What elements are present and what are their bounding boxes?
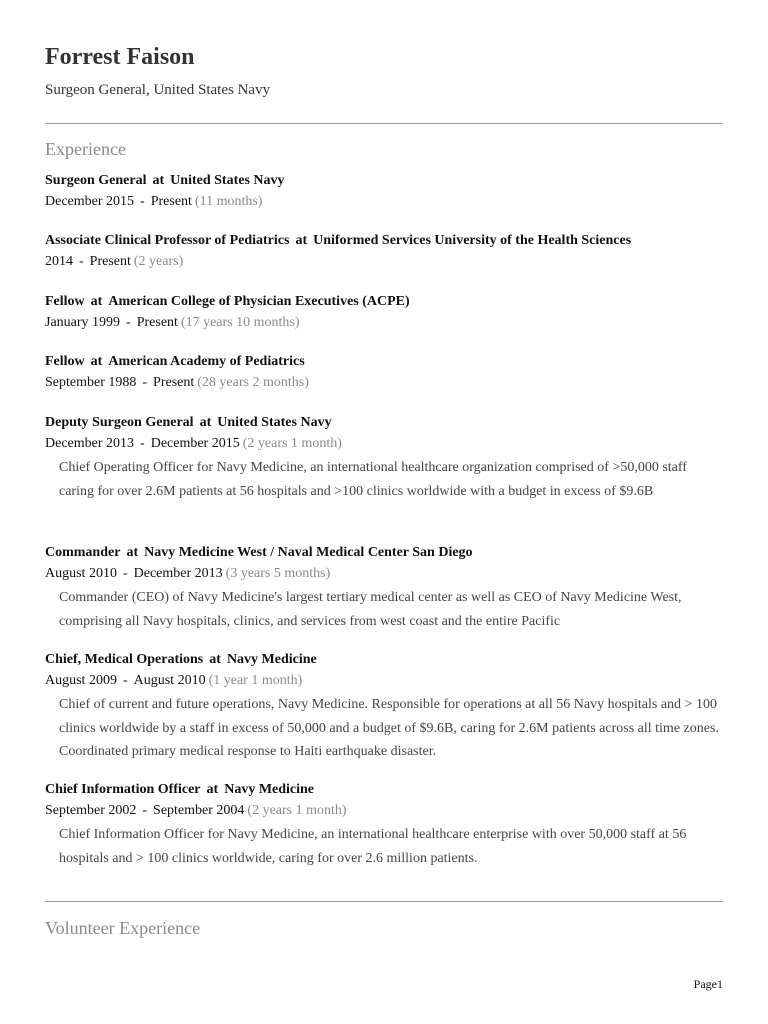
at-word: at (206, 782, 219, 797)
at-word: at (295, 233, 308, 248)
at-word: at (199, 415, 212, 430)
volunteer-section-title: Volunteer Experience (45, 918, 201, 938)
start-date: September 1988 (45, 375, 137, 390)
at-word: at (90, 294, 103, 309)
company-name: Navy Medicine (226, 652, 317, 667)
end-date: December 2013 (133, 566, 223, 581)
entry-title-line (45, 171, 723, 191)
company-name: American College of Physician Executives (ACPE) (108, 294, 410, 309)
end-date: August 2010 (133, 673, 206, 688)
experience-entry (45, 292, 723, 333)
entry-dates (45, 312, 723, 333)
at-word: at (90, 354, 103, 369)
divider (45, 901, 723, 902)
start-date: August 2009 (45, 673, 117, 688)
date-separator: - (140, 194, 145, 209)
job-title: Fellow (45, 294, 85, 309)
at-word: at (209, 652, 221, 667)
company-name: Navy Medicine West / Naval Medical Center San Diego (144, 545, 473, 560)
end-date: Present (89, 254, 131, 269)
experience-entry (45, 543, 723, 633)
duration: (2 years) (133, 254, 184, 269)
job-title: Fellow (45, 354, 85, 369)
start-date: January 1999 (45, 315, 121, 330)
date-separator: - (142, 375, 148, 390)
entry-dates (45, 800, 723, 821)
start-date: December 2015 (45, 194, 135, 209)
entry-description: Chief of current and future operations, Navy Medicine. Responsible for operations at all 56 Navy hospitals and > 100 clinics worldwide by a staff in excess of 50,000 and a budget of $9.6B, caring for 2.6M patients across all time zones. Coordinated primary medical response to Haiti earthquake disaster. (59, 697, 719, 759)
date-separator: - (79, 254, 84, 269)
company-name: United States Navy (170, 173, 285, 188)
entry-dates (45, 191, 723, 212)
experience-entry (45, 231, 723, 272)
job-title: Deputy Surgeon General (45, 415, 194, 430)
end-date: Present (150, 194, 192, 209)
divider (45, 123, 723, 124)
entry-dates (45, 251, 723, 272)
entry-title-line (45, 292, 723, 312)
job-title: Associate Clinical Professor of Pediatrics (45, 233, 290, 248)
entry-title-line (45, 231, 723, 251)
date-separator: - (126, 315, 131, 330)
experience-entry (45, 171, 723, 212)
entry-title-line (45, 650, 723, 670)
at-word: at (152, 173, 165, 188)
end-date: December 2015 (150, 436, 240, 451)
start-date: September 2002 (45, 803, 137, 818)
date-separator: - (122, 673, 128, 688)
entry-dates (45, 372, 723, 393)
end-date: Present (153, 375, 195, 390)
experience-section-title: Experience (45, 139, 126, 159)
job-title: Chief Information Officer (45, 782, 201, 797)
duration: (1 year 1 month) (208, 673, 303, 688)
company-name: United States Navy (217, 415, 332, 430)
experience-entry (45, 780, 723, 870)
company-name: Uniformed Services University of the Health Sciences (313, 233, 632, 248)
entry-title-line (45, 780, 723, 800)
entry-title-line (45, 413, 723, 433)
duration: (11 months) (194, 194, 263, 209)
experience-entry (45, 352, 723, 393)
entry-description: Chief Information Officer for Navy Medicine, an international healthcare enterprise with over 50,000 staff at 56 hospitals and > 100 clinics worldwide, caring for over 2.6 million patients. (59, 827, 687, 866)
page-number: Page1 (693, 977, 723, 991)
date-separator: - (122, 566, 128, 581)
start-date: December 2013 (45, 436, 135, 451)
at-word: at (126, 545, 139, 560)
duration: (3 years 5 months) (225, 566, 331, 581)
duration: (17 years 10 months) (180, 315, 300, 330)
duration: (2 years 1 month) (242, 436, 342, 451)
end-date: September 2004 (153, 803, 245, 818)
profile-name: Forrest Faison (45, 44, 195, 70)
experience-entry (45, 650, 723, 764)
start-date: August 2010 (45, 566, 117, 581)
profile-headline: Surgeon General, United States Navy (45, 82, 271, 98)
entry-dates (45, 670, 723, 691)
entry-dates (45, 433, 723, 454)
job-title: Commander (45, 545, 121, 560)
entry-description: Chief Operating Officer for Navy Medicine, an international healthcare organization comprised of >50,000 staff caring for over 2.6M patients at 56 hospitals and >100 clinics worldwide with a budget in excess of $9.6B (59, 460, 687, 499)
entry-title-line (45, 543, 723, 563)
end-date: Present (136, 315, 178, 330)
entry-dates (45, 563, 723, 584)
experience-entry (45, 413, 723, 503)
date-separator: - (140, 436, 145, 451)
entry-title-line (45, 352, 723, 372)
company-name: American Academy of Pediatrics (108, 354, 305, 369)
duration: (28 years 2 months) (197, 375, 309, 390)
entry-description: Commander (CEO) of Navy Medicine's largest tertiary medical center as well as CEO of Navy Medicine West, comprising all Navy hospitals, clinics, and services from west coast and the entire Pacific (59, 590, 682, 629)
start-date: 2014 (45, 254, 73, 269)
resume-page (45, 0, 723, 1024)
duration: (2 years 1 month) (247, 803, 347, 818)
job-title: Surgeon General (45, 173, 147, 188)
date-separator: - (142, 803, 148, 818)
job-title: Chief, Medical Operations (45, 652, 204, 667)
company-name: Navy Medicine (224, 782, 315, 797)
